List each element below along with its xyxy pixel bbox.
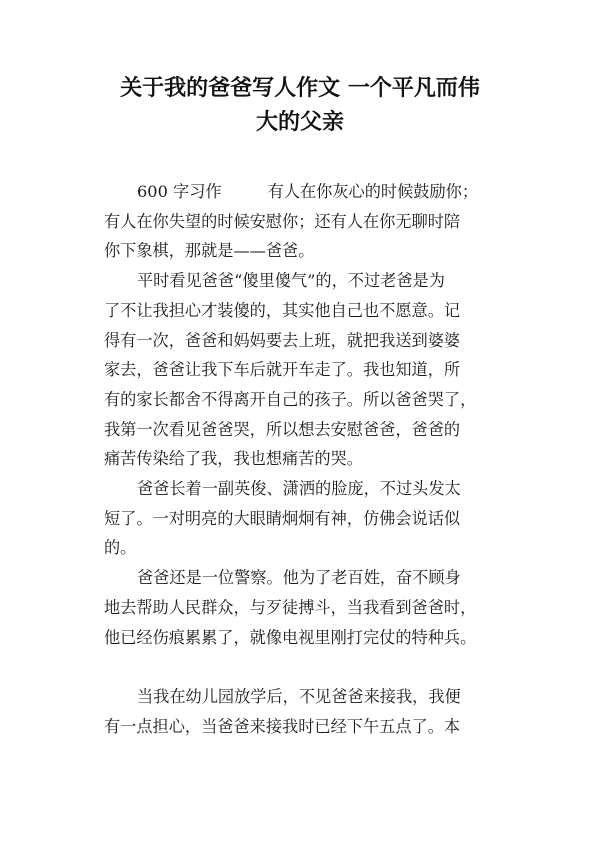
paragraph-spacer — [104, 652, 524, 682]
intro-paragraph — [104, 177, 524, 266]
paragraph-3 — [104, 563, 524, 652]
text-line: 地去帮助人民群众，与歹徒搏斗，当我看到爸爸时， — [104, 597, 477, 617]
text-line: 当我在幼儿园放学后，不见爸爸来接我，我便 — [137, 686, 461, 706]
text-line: 短了。一对明亮的大眼睛炯炯有神，仿佛会说话似 — [104, 508, 461, 528]
document-title — [60, 72, 540, 140]
text-line: 有一点担心，当爸爸来接我时已经下午五点了。本 — [104, 716, 461, 736]
text-line: 有的家长都舍不得离开自己的孩子。所以爸爸哭了， — [104, 389, 477, 409]
intro-first-line — [104, 177, 524, 207]
text-line: 得有一次，爸爸和妈妈要去上班，就把我送到婆婆 — [104, 330, 461, 350]
text-line: 爸爸还是一位警察。他为了老百姓，奋不顾身 — [137, 568, 461, 588]
title-line: 关于我的爸爸写人作文 一个平凡而伟 — [120, 76, 480, 101]
word-count-label: 600 字习作 — [137, 182, 222, 201]
text-line: 他已经伤痕累累了，就像电视里刚打完仗的特种兵。 — [104, 627, 477, 647]
text-line: 有人在你灰心的时候鼓励你； — [267, 182, 479, 201]
text-line: 家去，爸爸让我下车后就开车走了。我也知道，所 — [104, 360, 461, 380]
text-line: 平时看见爸爸“傻里傻气”的，不过老爸是为 — [137, 271, 445, 291]
text-line: 的。 — [104, 538, 137, 558]
text-line: 了不让我担心才装傻的，其实他自己也不愿意。记 — [104, 300, 461, 320]
text-line: 你下象棋，那就是——爸爸。 — [104, 241, 315, 261]
title-line: 大的父亲 — [255, 110, 344, 135]
paragraph-4 — [104, 682, 524, 741]
text-line: 痛苦传染给了我，我也想痛苦的哭。 — [104, 449, 363, 469]
paragraph-1 — [104, 266, 524, 474]
text-line: 有人在你失望的时候安慰你；还有人在你无聊时陪 — [104, 211, 461, 231]
document-body — [104, 177, 524, 741]
text-line: 爸爸长着一副英俊、潇洒的脸庞，不过头发太 — [137, 479, 461, 499]
text-line: 我第一次看见爸爸哭，所以想去安慰爸爸，爸爸的 — [104, 419, 461, 439]
paragraph-2 — [104, 474, 524, 563]
